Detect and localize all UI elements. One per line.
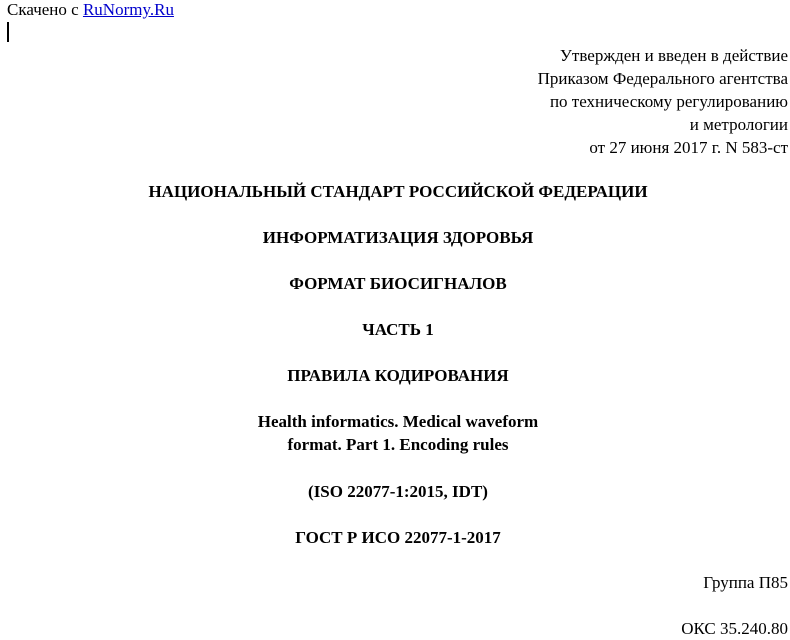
approval-line: Приказом Федерального агентства — [537, 69, 788, 88]
approval-line: и метрологии — [689, 115, 788, 134]
part-heading: ЧАСТЬ 1 — [362, 320, 434, 339]
national-standard-heading: НАЦИОНАЛЬНЫЙ СТАНДАРТ РОССИЙСКОЙ ФЕДЕРАЦИИ — [148, 182, 648, 201]
text-cursor — [7, 22, 9, 42]
approval-line: от 27 июня 2017 г. N 583-ст — [589, 138, 788, 157]
approval-line: Утвержден и введен в действие — [559, 46, 788, 65]
source-line — [7, 0, 174, 20]
source-link[interactable]: RuNormy.Ru — [82, 0, 174, 19]
source-prefix: Скачено с — [7, 0, 83, 19]
group-label: Группа П85 — [703, 573, 788, 592]
iso-reference: (ISO 22077-1:2015, IDT) — [308, 482, 488, 501]
approval-line: по техническому регулированию — [549, 92, 788, 111]
rules-heading: ПРАВИЛА КОДИРОВАНИЯ — [287, 366, 509, 385]
english-title-line-2: format. Part 1. Encoding rules — [287, 435, 509, 454]
format-heading: ФОРМАТ БИОСИГНАЛОВ — [289, 274, 507, 293]
oks-label: ОКС 35.240.80 — [681, 619, 788, 638]
informatization-heading: ИНФОРМАТИЗАЦИЯ ЗДОРОВЬЯ — [262, 228, 534, 247]
approval-block — [538, 44, 788, 159]
gost-designation: ГОСТ Р ИСО 22077-1-2017 — [295, 528, 501, 547]
english-title-line-1: Health informatics. Medical waveform — [257, 412, 539, 431]
